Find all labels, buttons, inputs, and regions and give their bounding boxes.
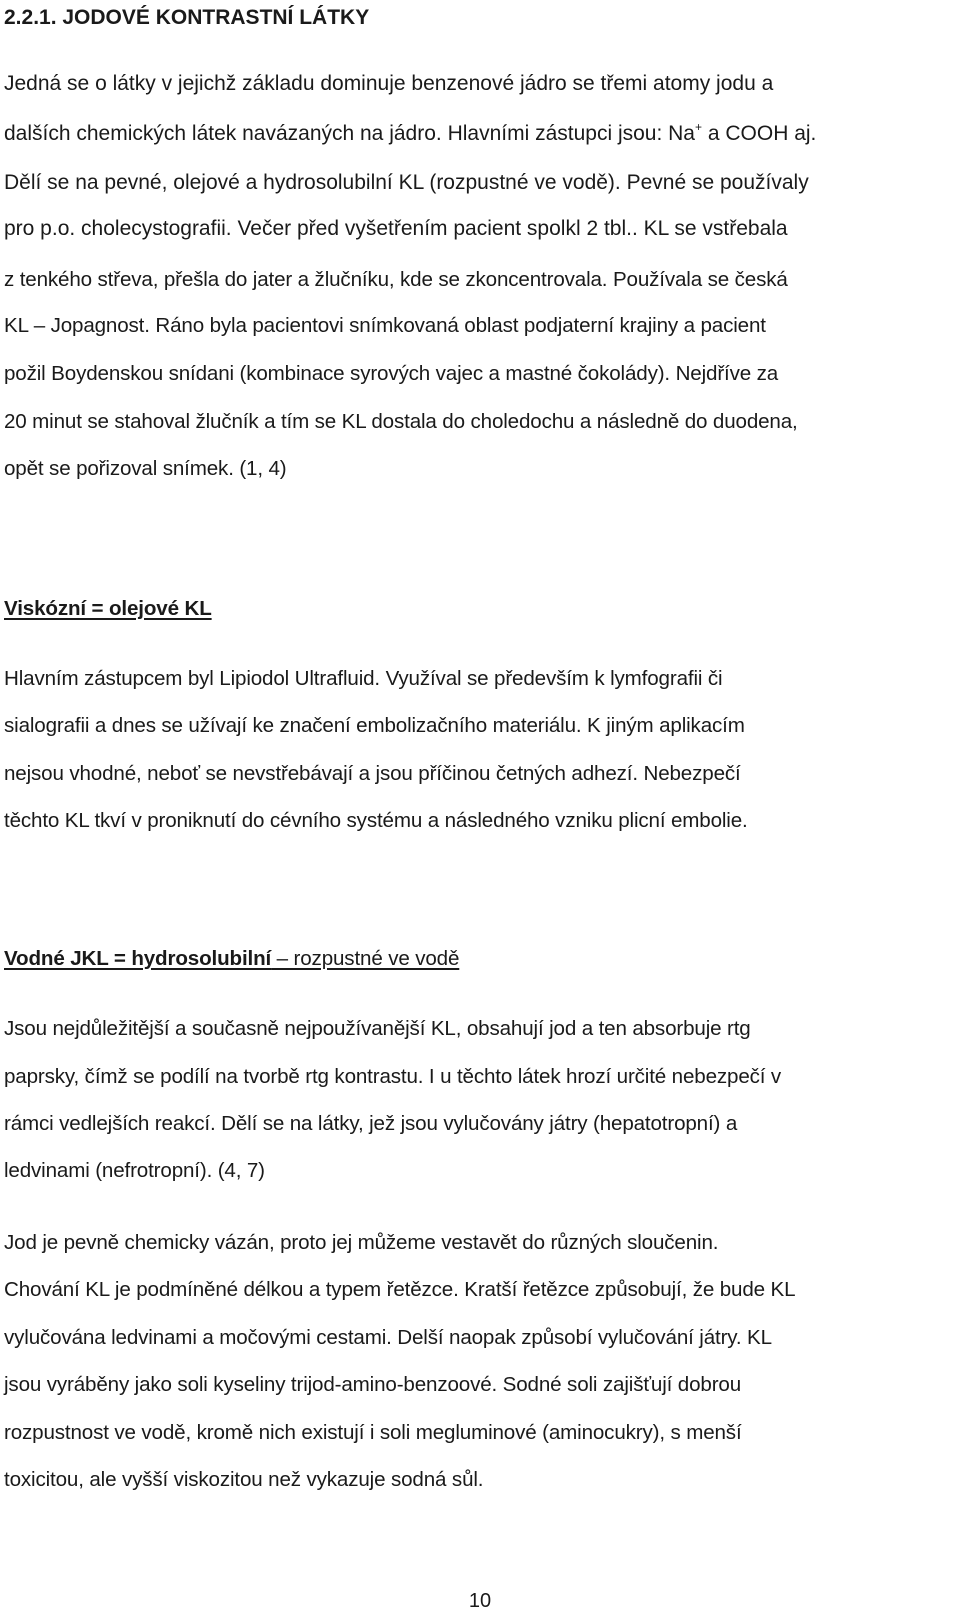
text-line: z tenkého střeva, přešla do jater a žlučníku, kde se zkoncentrovala. Používala se česká [4,268,788,291]
text-line: nejsou vhodné, neboť se nevstřebávají a jsou příčinou četných adhezí. Nebezpečí [4,762,741,785]
text-line: toxicitou, ale vyšší viskozitou než vykazuje sodná sůl. [4,1468,484,1491]
text-line: jsou vyráběny jako soli kyseliny trijod-amino-benzoové. Sodné soli zajišťují dobrou [4,1373,742,1396]
subsection-title-bold: Vodné JKL = hydrosolubilní [4,947,272,970]
text-line: opět se pořizoval snímek. (1, 4) [4,457,287,480]
text-span: pro p.o. cholecystografii. Večer před vyšetřením pacient spolkl 2 tbl.. KL se vstřebala [4,217,788,240]
text-line: rozpustnost ve vodě, kromě nich existují i soli megluminové (aminocukry), s menší [4,1421,742,1444]
text-line: KL – Jopagnost. Ráno byla pacientovi snímkovaná oblast podjaterní krajiny a pacient [4,314,766,337]
text-line: Chování KL je podmíněné délkou a typem řetězce. Kratší řetězce způsobují, že bude KL [4,1278,796,1301]
text-line: požil Boydenskou snídani (kombinace syrových vajec a mastné čokolády). Nejdříve za [4,362,779,385]
text-line [4,215,788,243]
text-line: vylučována ledvinami a močovými cestami. Delší naopak způsobí vylučování játry. KL [4,1326,772,1349]
text-line: Jedná se o látky v jejichž základu dominuje benzenové jádro se třemi atomy jodu a [4,72,774,95]
text-span: a COOH aj. [702,122,817,145]
text-line: těchto KL tkví v proniknutí do cévního systému a následného vzniku plicní embolie. [4,809,748,832]
text-span: dalších chemických látek navázaných na jádro. Hlavními zástupci jsou: Na [4,122,695,145]
text-line [4,120,816,148]
subsection-title: Viskózní = olejové KL [4,597,212,620]
text-line: Jod je pevně chemicky vázán, proto jej můžeme vestavět do různých sloučenin. [4,1231,719,1254]
text-line: Dělí se na pevné, olejové a hydrosolubilní KL (rozpustné ve vodě). Pevné se používaly [4,171,809,194]
text-line: sialografii a dnes se užívají ke značení embolizačního materiálu. K jiným aplikacím [4,714,745,737]
subsection-title [4,945,459,973]
section-heading: 2.2.1. JODOVÉ KONTRASTNÍ LÁTKY [4,6,370,29]
page-number: 10 [468,1590,492,1612]
text-line: 20 minut se stahoval žlučník a tím se KL dostala do choledochu a následně do duodena, [4,410,798,433]
superscript: + [695,120,703,134]
text-line: rámci vedlejších reakcí. Dělí se na látky, jež jsou vylučovány játry (hepatotropní) a [4,1112,738,1135]
subsection-title-rest: – rozpustné ve vodě [271,947,460,970]
text-line: ledvinami (nefrotropní). (4, 7) [4,1159,265,1182]
text-line: Hlavním zástupcem byl Lipiodol Ultrafluid. Využíval se především k lymfografii či [4,667,723,690]
text-line: Jsou nejdůležitější a současně nejpoužívanější KL, obsahují jod a ten absorbuje rtg [4,1017,751,1040]
text-line: paprsky, čímž se podílí na tvorbě rtg kontrastu. I u těchto látek hrozí určité nebezpečí v [4,1065,782,1088]
